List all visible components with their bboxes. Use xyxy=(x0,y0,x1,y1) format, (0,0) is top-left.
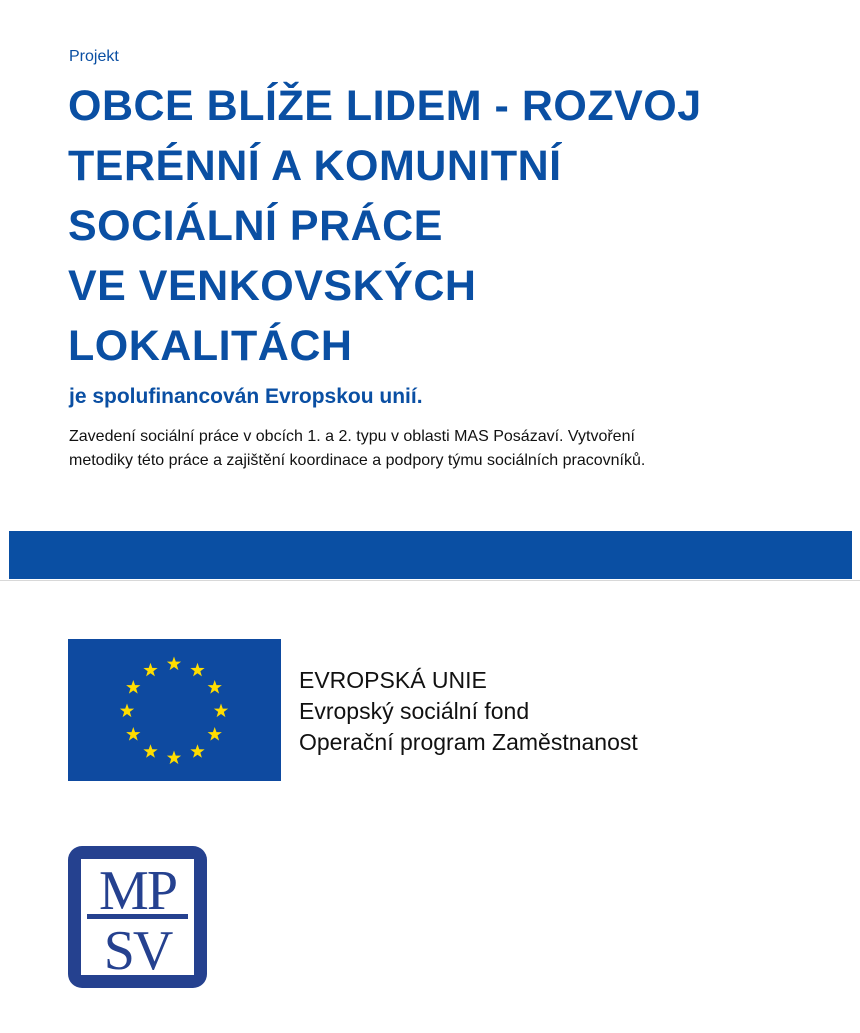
eu-funding-text xyxy=(299,665,638,758)
eu-star-icon xyxy=(190,663,204,677)
mpsv-bottom-letters: SV xyxy=(103,920,172,982)
eu-star-icon xyxy=(120,704,134,718)
blue-band-divider xyxy=(9,531,852,579)
mpsv-logo-icon xyxy=(68,846,207,988)
project-title xyxy=(68,76,828,376)
eu-star-icon xyxy=(214,704,228,718)
title-line: TERÉNNÍ A KOMUNITNÍ xyxy=(68,142,562,190)
eu-star-icon xyxy=(190,744,204,758)
eu-star-icon xyxy=(126,680,140,694)
eu-star-icon xyxy=(126,727,140,741)
fund-name: Evropský sociální fond xyxy=(299,698,530,724)
eu-flag-icon xyxy=(68,639,281,781)
description-line: Zavedení sociální práce v obcích 1. a 2. typu v oblasti MAS Posázaví. Vytvoření xyxy=(69,428,635,445)
eu-star-icon xyxy=(143,744,157,758)
description-line: metodiky této práce a zajištění koordinace a podpory týmu sociálních pracovníků. xyxy=(69,452,646,469)
title-line: VE VENKOVSKÝCH xyxy=(68,262,477,310)
eu-star-icon xyxy=(208,727,222,741)
title-line: SOCIÁLNÍ PRÁCE xyxy=(68,202,443,250)
eu-name: EVROPSKÁ UNIE xyxy=(299,667,487,693)
cofinancing-statement: je spolufinancován Evropskou unií. xyxy=(69,385,423,408)
eu-star-icon xyxy=(167,751,181,765)
program-name: Operační program Zaměstnanost xyxy=(299,729,638,755)
title-line: OBCE BLÍŽE LIDEM - ROZVOJ xyxy=(68,82,702,130)
project-description xyxy=(69,425,829,473)
title-line: LOKALITÁCH xyxy=(68,322,353,370)
eu-star-icon xyxy=(167,657,181,671)
eu-star-icon xyxy=(143,663,157,677)
mpsv-top-letters: MP xyxy=(99,860,176,922)
project-label: Projekt xyxy=(69,48,119,65)
divider-line xyxy=(0,580,860,581)
eu-star-icon xyxy=(208,680,222,694)
